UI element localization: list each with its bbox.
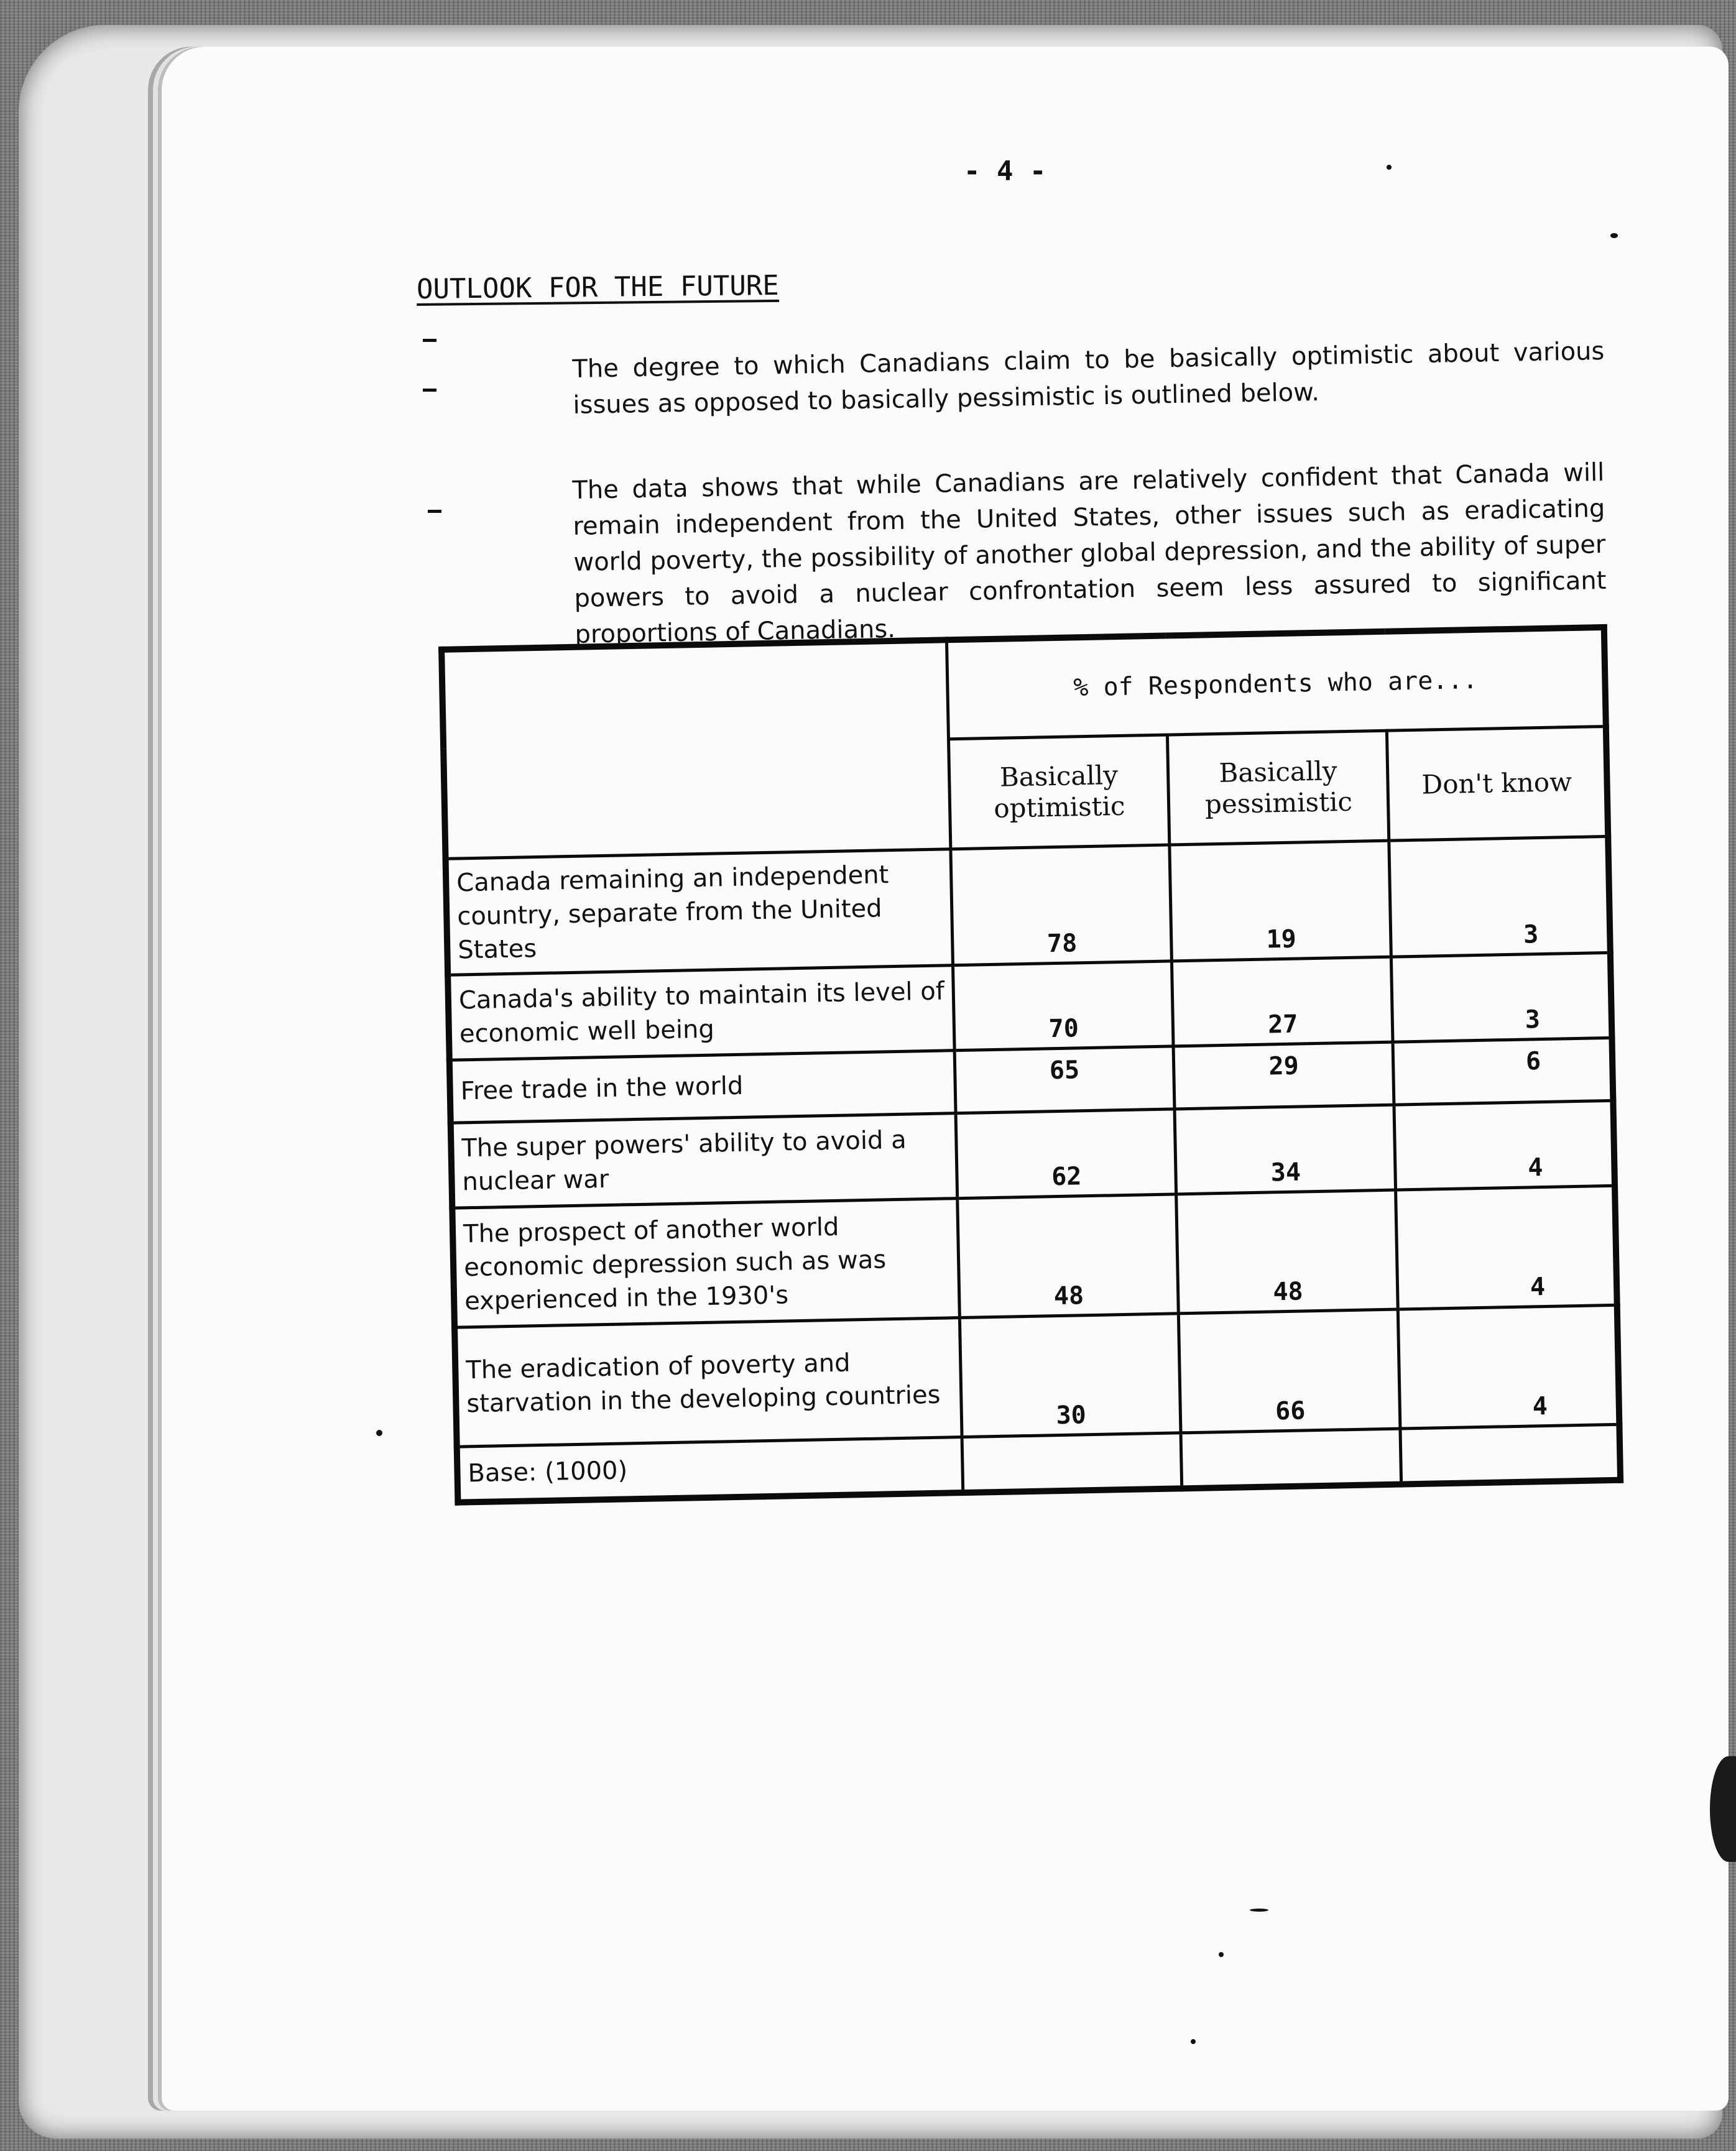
- pessimistic-value: 27: [1172, 957, 1393, 1046]
- row-label: Free trade in the world: [450, 1051, 956, 1123]
- section-heading: OUTLOOK FOR THE FUTURE: [416, 269, 780, 305]
- optimistic-value: 30: [960, 1314, 1181, 1437]
- scan-speck: [1610, 233, 1618, 238]
- row-label: The eradication of poverty and starvation in the developing countries: [455, 1318, 962, 1447]
- blank-header-cell: [441, 640, 951, 859]
- row-label: Canada remaining an independent country, separate from the United States: [446, 849, 953, 975]
- dont-know-value: 4: [1396, 1186, 1617, 1309]
- bullet-dash: [423, 389, 436, 392]
- row-label: Canada's ability to maintain its level of economic well being: [448, 965, 954, 1061]
- optimistic-value: 70: [953, 961, 1174, 1051]
- bullet-dash: [428, 510, 441, 513]
- column-header-dont-know: Don't know: [1387, 726, 1608, 841]
- optimistic-value: 48: [958, 1194, 1179, 1318]
- dont-know-value: 4: [1398, 1305, 1620, 1429]
- empty-cell: [1181, 1429, 1401, 1488]
- results-table: [438, 624, 1623, 1506]
- column-header-pessimistic: Basically pessimistic: [1168, 730, 1389, 845]
- empty-cell: [1400, 1424, 1620, 1484]
- bullet-dash: [423, 339, 436, 342]
- row-label: The prospect of another world economic depression such as was experienced in the 1930's: [452, 1199, 959, 1328]
- binder-hole: [1710, 1756, 1736, 1862]
- base-label: Base: (1000): [457, 1437, 963, 1503]
- scan-speck: [376, 1430, 382, 1436]
- scan-speck: [1219, 1952, 1224, 1957]
- pessimistic-value: 66: [1179, 1309, 1401, 1433]
- pessimistic-value: 48: [1176, 1190, 1398, 1314]
- group-header: % of Respondents who are...: [947, 627, 1606, 739]
- table-row: [455, 1305, 1619, 1447]
- row-label: The super powers' ability to avoid a nuclear war: [451, 1113, 958, 1209]
- intro-paragraph: The degree to which Canadians claim to be basically optimistic about various issues as opposed to basically pessimistic is outlined below.: [572, 337, 1605, 420]
- dont-know-value: 3: [1389, 836, 1610, 957]
- pessimistic-value: 34: [1175, 1105, 1396, 1194]
- pessimistic-value: 29: [1173, 1042, 1394, 1109]
- optimistic-value: 78: [951, 845, 1172, 965]
- optimistic-value: 65: [954, 1046, 1175, 1113]
- empty-cell: [962, 1433, 1182, 1493]
- table-row: [452, 1186, 1617, 1327]
- dont-know-value: 4: [1394, 1100, 1615, 1190]
- dont-know-value: 6: [1393, 1038, 1613, 1105]
- results-table-wrapper: [438, 624, 1623, 1506]
- dont-know-value: 3: [1392, 952, 1612, 1042]
- pessimistic-value: 19: [1170, 841, 1392, 961]
- scan-speck: [1387, 165, 1392, 170]
- scan-speck: [1250, 1909, 1268, 1912]
- column-header-optimistic: Basically optimistic: [949, 735, 1170, 849]
- scan-speck: [1191, 2039, 1196, 2044]
- page-number: - 4 -: [964, 155, 1046, 187]
- table-row: [446, 836, 1610, 975]
- summary-paragraph: The data shows that while Canadians are relatively confident that Canada will remain independent from the United States, other issues such as eradicating world poverty, the possibility of another global depression, and the ability of super powers to avoid a nuclear confrontation seem less assured to significant proportions of Canadians.: [572, 458, 1607, 649]
- optimistic-value: 62: [956, 1109, 1176, 1199]
